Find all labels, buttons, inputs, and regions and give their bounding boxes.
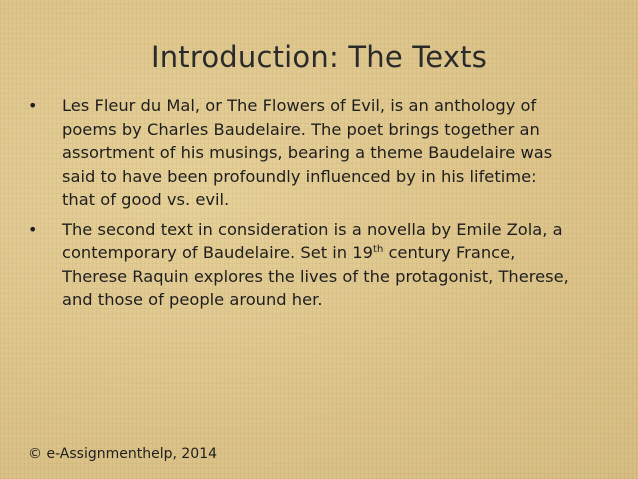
bullet-line: that of good vs. evil. xyxy=(62,190,230,209)
bullet-line: The second text in consideration is a novella by Emile Zola, a xyxy=(62,219,563,239)
slide-title: Introduction: The Texts xyxy=(150,40,488,74)
line-text-after: century France, xyxy=(383,243,516,262)
bullet-line: and those of people around her. xyxy=(62,290,323,309)
bullet-icon: • xyxy=(28,219,38,239)
bullet-line: poems by Charles Baudelaire. The poet brings together an xyxy=(62,119,540,139)
copyright-footer: © e-Assignmenthelp, 2014 xyxy=(28,446,218,462)
bullet-line: Therese Raquin explores the lives of the protagonist, Therese, xyxy=(62,266,569,286)
bullet-list xyxy=(28,94,613,318)
line-text-before: contemporary of Baudelaire. Set in 19 xyxy=(62,243,374,262)
bullet-item-baudelaire xyxy=(28,94,613,212)
ordinal-superscript: th xyxy=(373,244,384,255)
bullet-line: Les Fleur du Mal, or The Flowers of Evil, is an anthology of xyxy=(62,96,537,115)
bullet-line: assortment of his musings, bearing a theme Baudelaire was xyxy=(62,143,553,162)
bullet-item-zola xyxy=(28,218,613,312)
bullet-icon: • xyxy=(28,96,38,115)
bullet-line-with-superscript xyxy=(62,241,613,265)
bullet-line: said to have been profoundly influenced by in his lifetime: xyxy=(62,166,537,186)
